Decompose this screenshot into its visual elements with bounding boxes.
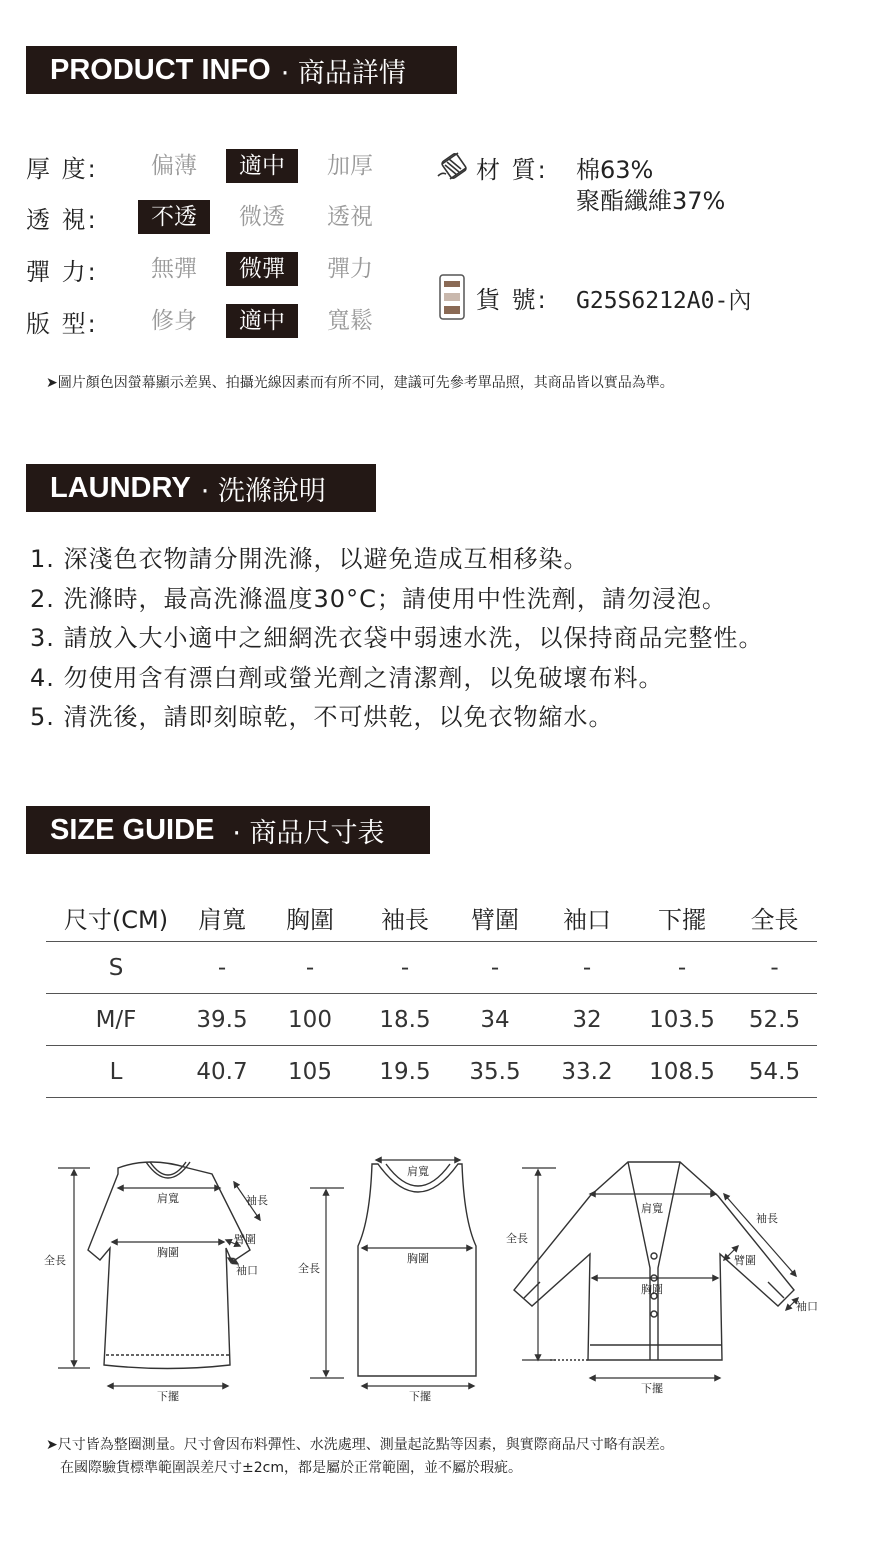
label-length: 全長 xyxy=(44,1254,66,1267)
table-cell: 100 xyxy=(258,994,362,1046)
header-length: 全長 xyxy=(732,893,817,942)
table-cell: 108.5 xyxy=(632,1046,732,1098)
label-chest: 胸圍 xyxy=(157,1246,179,1259)
table-cell: S xyxy=(46,942,186,994)
size-table xyxy=(46,893,817,1098)
size-footnote-line-2: 在國際驗貨標準範圍誤差尺寸±2cm，都是屬於正常範圍，並不屬於瑕疵。 xyxy=(60,1460,522,1476)
label-chest: 胸圍 xyxy=(407,1252,429,1265)
table-cell: - xyxy=(732,942,817,994)
option-stretch: 彈力 xyxy=(327,256,373,282)
product-info-banner xyxy=(26,46,457,94)
laundry-item: 2. 洗滌時，最高洗滌溫度30°C；請使用中性洗劑，請勿浸泡。 xyxy=(30,584,727,613)
header-hem: 下擺 xyxy=(632,893,732,942)
label-chest: 胸圍 xyxy=(641,1283,663,1296)
attribute-row-stretch xyxy=(26,251,402,287)
label-shoulder: 肩寬 xyxy=(641,1202,663,1215)
table-cell: 34 xyxy=(448,994,542,1046)
label-cuff: 袖口 xyxy=(796,1300,818,1313)
size-table-header xyxy=(46,893,817,942)
sku-label: 貨 號: xyxy=(476,286,548,314)
size-footnote xyxy=(46,1434,674,1480)
option-opaque: 不透 xyxy=(138,200,210,234)
header-shoulder: 肩寬 xyxy=(186,893,258,942)
laundry-item: 5. 清洗後，請即刻晾乾，不可烘乾，以免衣物縮水。 xyxy=(30,703,614,731)
option-slight-sheer: 微透 xyxy=(239,204,285,230)
table-cell: - xyxy=(448,942,542,994)
header-arm: 臂圍 xyxy=(448,893,542,942)
material-label: 材 質: xyxy=(476,156,548,184)
label-cuff: 袖口 xyxy=(236,1264,258,1277)
header-size: 尺寸(CM) xyxy=(46,893,186,942)
option-thick: 加厚 xyxy=(327,153,373,179)
table-cell: 39.5 xyxy=(186,994,258,1046)
table-row xyxy=(46,1046,817,1098)
size-guide-title-zh: · 商品尺寸表 xyxy=(232,817,385,849)
sku-value: G25S6212A0-內 xyxy=(576,288,752,314)
color-disclaimer: ➤圖片顏色因螢幕顯示差異、拍攝光線因素而有所不同，建議可先參考單品照，其商品皆以實品為準。 xyxy=(46,375,674,391)
material-value-2: 聚酯纖維37% xyxy=(576,187,726,215)
thread-spool-icon xyxy=(436,150,472,182)
label-hem: 下擺 xyxy=(409,1390,431,1403)
label-hem: 下擺 xyxy=(157,1390,179,1403)
table-cell: - xyxy=(542,942,632,994)
garment-diagram xyxy=(0,1150,875,1410)
table-cell: L xyxy=(46,1046,186,1098)
table-cell: 33.2 xyxy=(542,1046,632,1098)
label-sleeve-length: 袖長 xyxy=(246,1194,268,1207)
attribute-row-thickness xyxy=(26,148,402,184)
attribute-label: 版 型: xyxy=(26,309,98,338)
attribute-label: 透 視: xyxy=(26,205,98,234)
table-cell: - xyxy=(632,942,732,994)
laundry-list xyxy=(30,540,764,738)
table-row xyxy=(46,942,817,994)
table-cell: - xyxy=(258,942,362,994)
size-guide-title-en: SIZE GUIDE xyxy=(50,813,215,846)
table-row xyxy=(46,994,817,1046)
table-cell: - xyxy=(186,942,258,994)
table-cell: 52.5 xyxy=(732,994,817,1046)
label-length: 全長 xyxy=(298,1262,320,1275)
attribute-label: 彈 力: xyxy=(26,257,98,286)
table-cell: 32 xyxy=(542,994,632,1046)
table-cell: 40.7 xyxy=(186,1046,258,1098)
product-info-title-zh: · 商品詳情 xyxy=(280,57,406,89)
price-tag-icon xyxy=(438,273,466,321)
attribute-row-sheerness xyxy=(26,199,402,235)
option-slim: 修身 xyxy=(151,308,197,334)
size-footnote-line-1: ➤尺寸皆為整圈測量。尺寸會因布料彈性、水洗處理、測量起訖點等因素，與實際商品尺寸略有誤差。 xyxy=(46,1437,674,1453)
laundry-banner xyxy=(26,464,376,512)
table-cell: - xyxy=(362,942,448,994)
label-shoulder: 肩寬 xyxy=(407,1165,429,1178)
label-arm: 臂圍 xyxy=(734,1254,756,1267)
header-sleeve-length: 袖長 xyxy=(362,893,448,942)
product-info-title-en: PRODUCT INFO xyxy=(50,53,271,86)
option-thin: 偏薄 xyxy=(151,153,197,179)
table-cell: M/F xyxy=(46,994,186,1046)
table-cell: 18.5 xyxy=(362,994,448,1046)
label-shoulder: 肩寬 xyxy=(157,1192,179,1205)
table-cell: 35.5 xyxy=(448,1046,542,1098)
tank-top-outline xyxy=(358,1164,476,1376)
table-cell: 105 xyxy=(258,1046,362,1098)
laundry-item: 4. 勿使用含有漂白劑或螢光劑之清潔劑，以免破壞布料。 xyxy=(30,663,664,692)
label-hem: 下擺 xyxy=(641,1382,663,1395)
label-sleeve-length: 袖長 xyxy=(756,1212,778,1225)
laundry-item: 1. 深淺色衣物請分開洗滌，以避免造成互相移染。 xyxy=(30,545,589,573)
label-length: 全長 xyxy=(506,1232,528,1245)
table-cell: 54.5 xyxy=(732,1046,817,1098)
label-arm: 臂圍 xyxy=(234,1233,256,1246)
attribute-label: 厚 度: xyxy=(26,154,98,183)
attribute-row-fit xyxy=(26,303,402,339)
option-slight-stretch: 微彈 xyxy=(226,252,298,286)
laundry-item: 3. 請放入大小適中之細網洗衣袋中弱速水洗，以保持商品完整性。 xyxy=(30,624,764,652)
header-cuff: 袖口 xyxy=(542,893,632,942)
laundry-title-en: LAUNDRY xyxy=(50,471,191,504)
laundry-title-zh: · 洗滌說明 xyxy=(200,475,326,507)
option-regular: 適中 xyxy=(226,304,298,338)
table-cell: 103.5 xyxy=(632,994,732,1046)
option-no-stretch: 無彈 xyxy=(151,256,197,282)
option-loose: 寬鬆 xyxy=(327,308,373,334)
header-chest: 胸圍 xyxy=(258,893,362,942)
size-guide-banner xyxy=(26,806,430,854)
option-medium: 適中 xyxy=(226,149,298,183)
material-value-1: 棉63% xyxy=(576,156,654,184)
option-sheer: 透視 xyxy=(327,204,373,230)
table-cell: 19.5 xyxy=(362,1046,448,1098)
